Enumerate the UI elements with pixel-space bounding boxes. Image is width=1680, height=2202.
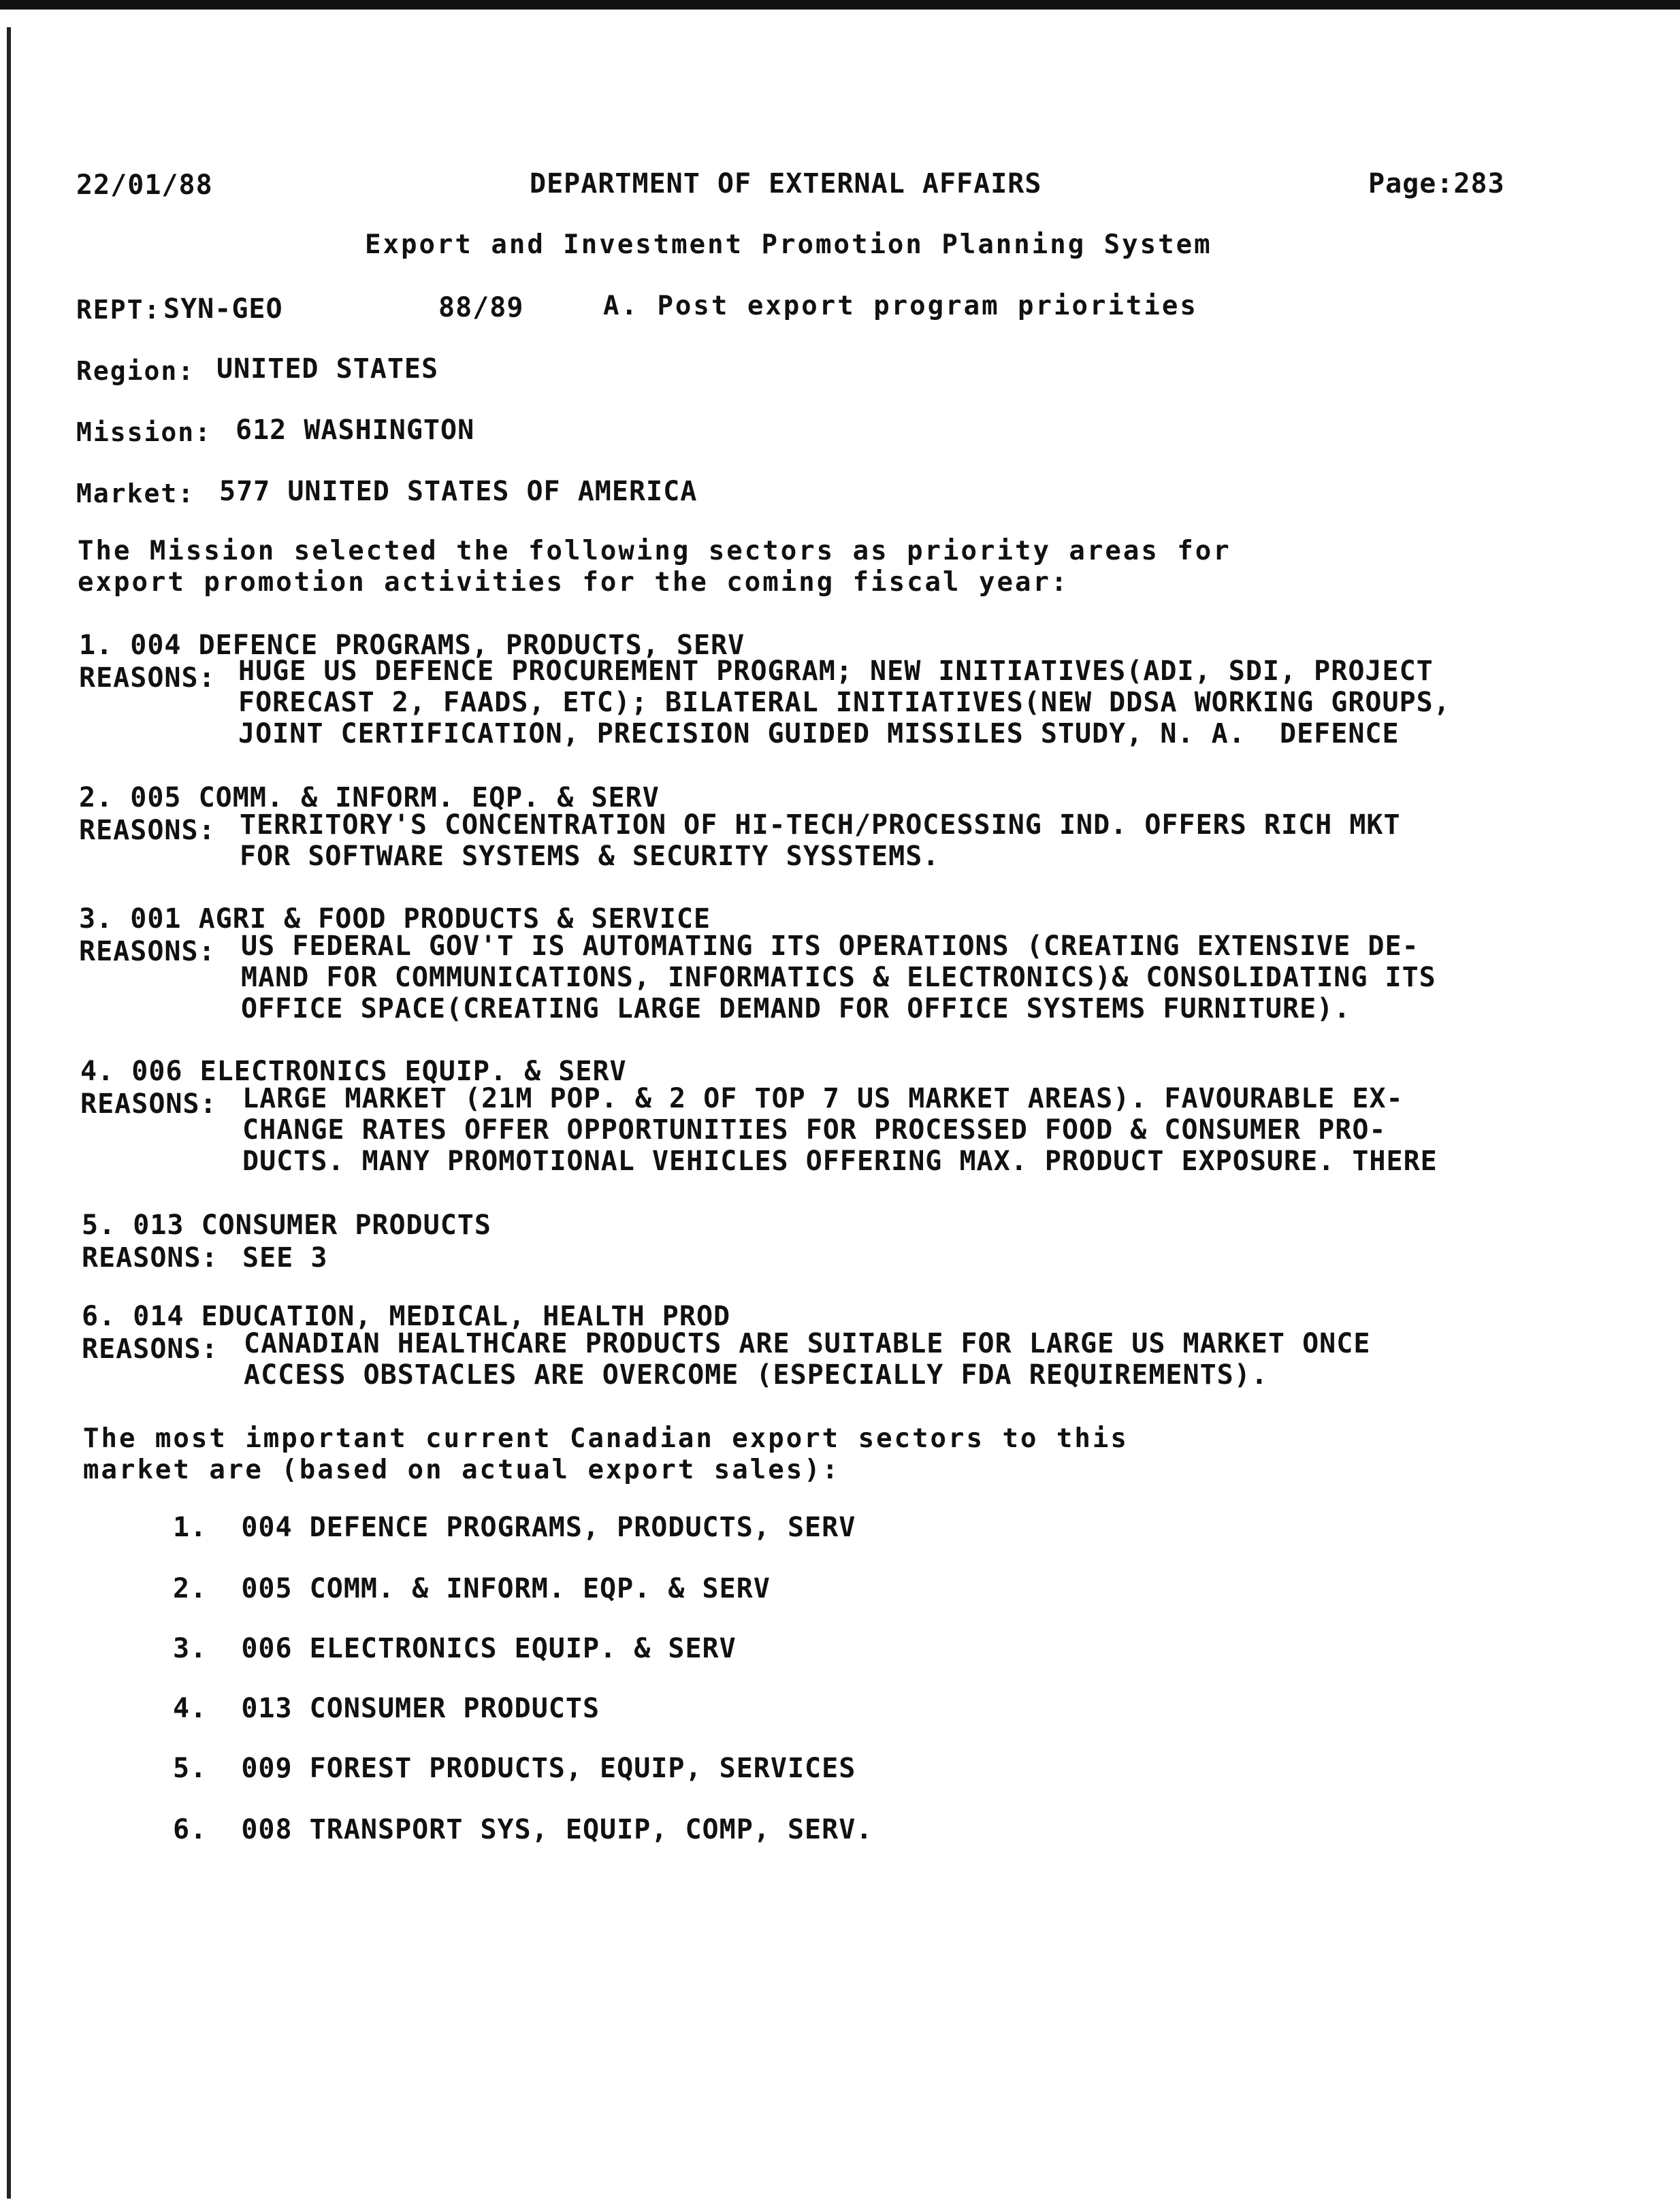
priority-6-reasons-label: REASONS: <box>82 1333 219 1365</box>
market-label: Market: <box>76 479 195 508</box>
current-sector-item: 5. 009 FOREST PRODUCTS, EQUIP, SERVICES <box>173 1753 856 1784</box>
priority-5-reasons-label: REASONS: <box>82 1242 219 1274</box>
department-title: DEPARTMENT OF EXTERNAL AFFAIRS <box>530 168 1042 199</box>
intro-line-2: export promotion activities for the coming fiscal year: <box>78 567 1069 598</box>
current-sector-item: 1. 004 DEFENCE PROGRAMS, PRODUCTS, SERV <box>173 1512 856 1543</box>
priority-1-reason-line: JOINT CERTIFICATION, PRECISION GUIDED MISSILES STUDY, N. A. DEFENCE <box>238 718 1400 749</box>
priority-3-reason-line: US FEDERAL GOV'T IS AUTOMATING ITS OPERATIONS (CREATING EXTENSIVE DE- <box>241 930 1419 962</box>
fiscal-year: 88/89 <box>438 292 524 323</box>
intro-line-1: The Mission selected the following sectors as priority areas for <box>78 536 1231 566</box>
priority-6-reason-line: CANADIAN HEALTHCARE PRODUCTS ARE SUITABLE FOR LARGE US MARKET ONCE <box>244 1328 1371 1359</box>
priority-2-reason-line: TERRITORY'S CONCENTRATION OF HI-TECH/PROCESSING IND. OFFERS RICH MKT <box>240 809 1401 841</box>
priority-4-reason-line: LARGE MARKET (21M POP. & 2 OF TOP 7 US MARKET AREAS). FAVOURABLE EX- <box>242 1083 1404 1114</box>
priority-1-reasons-label: REASONS: <box>79 662 216 694</box>
rept-code: SYN-GEO <box>163 293 283 325</box>
priority-4-title: 4. 006 ELECTRONICS EQUIP. & SERV <box>80 1056 627 1087</box>
priority-1-title: 1. 004 DEFENCE PROGRAMS, PRODUCTS, SERV <box>79 630 745 661</box>
priority-2-reason-line: FOR SOFTWARE SYSTEMS & SECURITY SYSSTEMS. <box>240 841 940 872</box>
current-sector-item: 3. 006 ELECTRONICS EQUIP. & SERV <box>173 1633 737 1664</box>
rept-label: REPT: <box>76 295 161 325</box>
current-sector-item: 4. 013 CONSUMER PRODUCTS <box>173 1693 600 1724</box>
region-label: Region: <box>76 356 195 386</box>
mission-label: Mission: <box>76 417 212 447</box>
priority-2-title: 2. 005 COMM. & INFORM. EQP. & SERV <box>79 782 660 813</box>
priority-5-reason-line: SEE 3 <box>242 1242 328 1274</box>
page-number: Page:283 <box>1368 168 1505 199</box>
system-title: Export and Investment Promotion Planning System <box>365 229 1212 260</box>
priority-2-reasons-label: REASONS: <box>79 815 216 846</box>
priority-6-title: 6. 014 EDUCATION, MEDICAL, HEALTH PROD <box>82 1301 731 1332</box>
priority-3-reason-line: MAND FOR COMMUNICATIONS, INFORMATICS & ELECTRONICS)& CONSOLIDATING ITS <box>241 962 1436 993</box>
priority-1-reason-line: FORECAST 2, FAADS, ETC); BILATERAL INITIATIVES(NEW DDSA WORKING GROUPS, <box>238 687 1451 718</box>
priority-5-title: 5. 013 CONSUMER PRODUCTS <box>82 1210 491 1241</box>
mission-value: 612 WASHINGTON <box>236 415 475 446</box>
priority-4-reasons-label: REASONS: <box>80 1088 217 1120</box>
current-sector-item: 6. 008 TRANSPORT SYS, EQUIP, COMP, SERV. <box>173 1814 873 1845</box>
priority-3-reason-line: OFFICE SPACE(CREATING LARGE DEMAND FOR OFFICE SYSTEMS FURNITURE). <box>241 993 1351 1024</box>
scan-top-edge <box>0 0 1680 10</box>
priority-6-reason-line: ACCESS OBSTACLES ARE OVERCOME (ESPECIALLY FDA REQUIREMENTS). <box>244 1359 1268 1391</box>
market-value: 577 UNITED STATES OF AMERICA <box>219 476 698 507</box>
scan-left-edge <box>7 27 11 2199</box>
priority-3-reasons-label: REASONS: <box>79 936 216 967</box>
current-intro-line-1: The most important current Canadian export sectors to this <box>83 1423 1129 1454</box>
current-intro-line-2: market are (based on actual export sales): <box>83 1455 841 1485</box>
report-title: A. Post export program priorities <box>603 291 1198 321</box>
priority-4-reason-line: CHANGE RATES OFFER OPPORTUNITIES FOR PROCESSED FOOD & CONSUMER PRO- <box>242 1114 1387 1146</box>
priority-1-reason-line: HUGE US DEFENCE PROCUREMENT PROGRAM; NEW INITIATIVES(ADI, SDI, PROJECT <box>238 655 1434 687</box>
report-date: 22/01/88 <box>76 169 213 201</box>
region-value: UNITED STATES <box>216 353 439 385</box>
current-sector-item: 2. 005 COMM. & INFORM. EQP. & SERV <box>173 1573 771 1604</box>
priority-4-reason-line: DUCTS. MANY PROMOTIONAL VEHICLES OFFERING MAX. PRODUCT EXPOSURE. THERE <box>242 1146 1438 1177</box>
priority-3-title: 3. 001 AGRI & FOOD PRODUCTS & SERVICE <box>79 903 711 935</box>
